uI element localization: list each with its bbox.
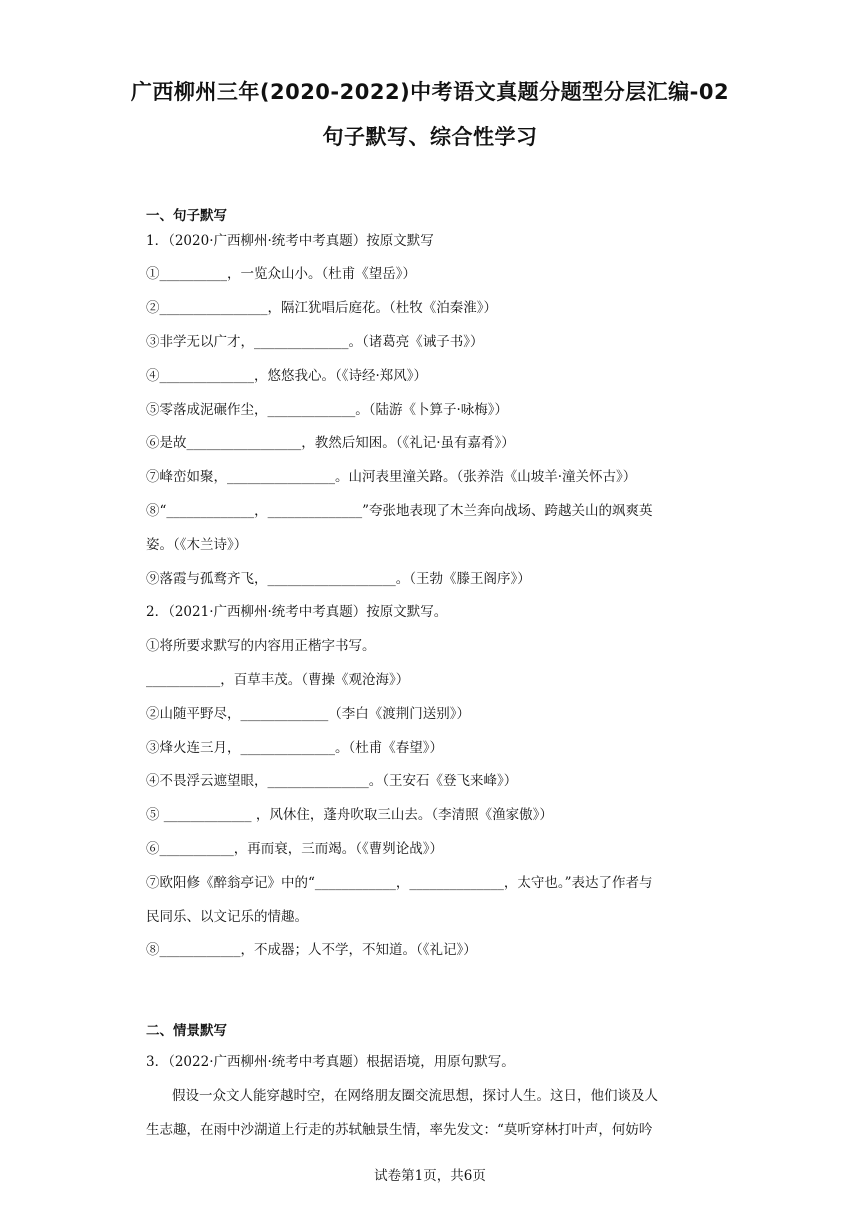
question-2-item-6: ⑥___________，再而衰，三而竭。（《曹刿论战》） [146,841,443,857]
page-footer: 试卷第1页，共6页 [374,1168,486,1184]
question-1-item-8-line-2: 姿。（《木兰诗》） [146,537,248,553]
question-1-item-7: ⑦峰峦如聚，________________。山河表里潼关路。（张养浩《山坡羊·潼关怀古》） [146,469,637,485]
question-2-item-2: ②山随平野尽，_____________（李白《渡荆门送别》） [146,706,470,722]
question-1-item-9: ⑨落霞与孤鹜齐飞，___________________。（王勃《滕王阁序》） [146,571,531,587]
question-2-item-4: ④不畏浮云遮望眼，_______________。（王安石《登飞来峰》） [146,773,518,789]
question-1-item-4: ④______________，悠悠我心。（《诗经·郑风》） [146,368,428,384]
question-1-heading: 1．（2020·广西柳州·统考中考真题）按原文默写 [146,233,434,249]
question-1-item-5: ⑤零落成泥碾作尘，_____________。（陆游《卜算子·咏梅》） [146,402,509,418]
question-2-item-3: ③烽火连三月，______________。（杜甫《春望》） [146,740,443,756]
page-title-line-2: 句子默写、综合性学习 [322,125,538,149]
question-2-item-8: ⑧____________，不成器；人不学，不知道。（《礼记》） [146,942,477,958]
question-1-item-2: ②________________，隔江犹唱后庭花。（杜牧《泊秦淮》） [146,300,497,316]
question-3-heading: 3．（2022·广西柳州·统考中考真题）根据语境，用原句默写。 [146,1054,515,1070]
section-heading-context-dictation: 二、情景默写 [146,1023,227,1039]
question-2-item-1: ___________，百草丰茂。（曹操《观沧海》） [146,672,410,688]
question-2-item-5: ⑤ _____________ ，风休住，蓬舟吹取三山去。（李清照《渔家傲》） [146,807,553,823]
page-title-line-1: 广西柳州三年(2020-2022)中考语文真题分题型分层汇编-02 [130,80,730,104]
section-heading-sentence-dictation: 一、句子默写 [146,208,227,224]
question-1-item-1: ①__________，一览众山小。（杜甫《望岳》） [146,266,416,282]
question-3-paragraph-line-1: 假设一众文人能穿越时空，在网络朋友圈交流思想，探讨人生。这日，他们谈及人 [172,1088,658,1104]
question-2-heading: 2．（2021·广西柳州·统考中考真题）按原文默写。 [146,604,448,620]
question-2-item-7-line-2: 民同乐、以文记乐的情趣。 [146,909,308,925]
question-1-item-6: ⑥是故_________________，教然后知困。（《礼记·虽有嘉肴》） [146,435,515,451]
question-1-item-8-line-1: ⑧“_____________，______________”夸张地表现了木兰奔向战场、跨越关山的飒爽英 [146,503,653,519]
question-3-paragraph-line-2: 生志趣，在雨中沙湖道上行走的苏轼触景生情，率先发文：“莫听穿林打叶声，何妨吟 [146,1122,653,1138]
question-2-item-7-line-1: ⑦欧阳修《醉翁亭记》中的“____________，______________，太守也。”表达了作者与 [146,875,653,891]
question-1-item-3: ③非学无以广才，______________。（诸葛亮《诫子书》） [146,334,484,350]
question-2-instruction: ①将所要求默写的内容用正楷字书写。 [146,638,376,654]
